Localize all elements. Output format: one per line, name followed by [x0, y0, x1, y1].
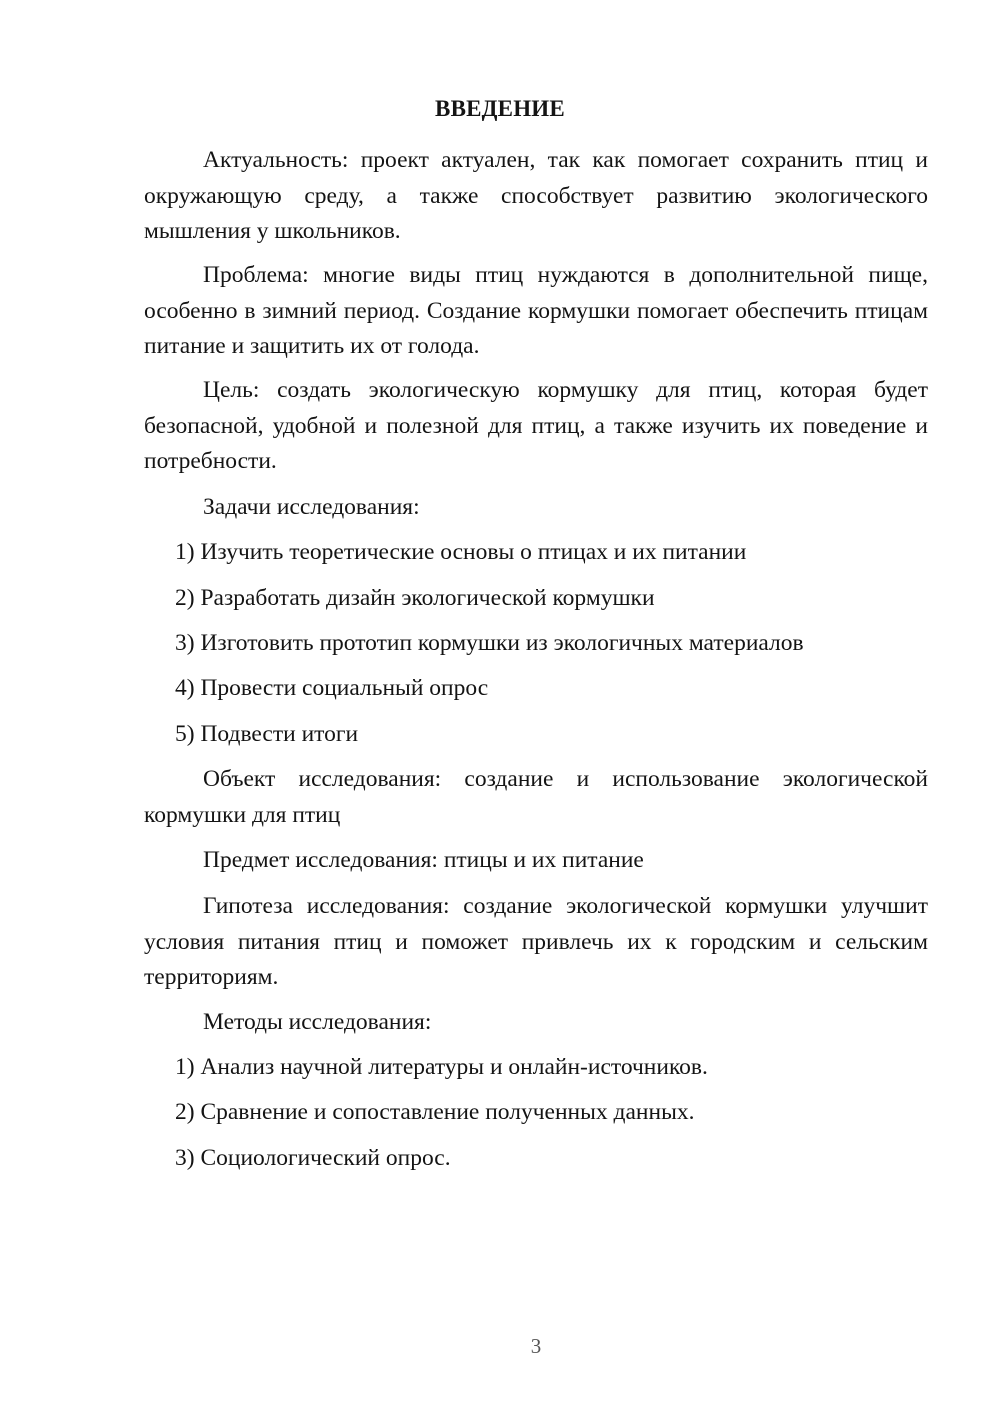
task-item: 4) Провести социальный опрос	[175, 675, 489, 701]
methods-label: Методы исследования:	[203, 1009, 432, 1035]
tasks-label: Задачи исследования:	[203, 494, 420, 520]
relevance-paragraph: Актуальность: проект актуален, так как помогает сохранить птиц и окружающую среду, а также способствует развитию экологического мышления у школьников.	[144, 147, 928, 244]
task-item: 2) Разработать дизайн экологической кормушки	[175, 585, 655, 611]
page-title: ВВЕДЕНИЕ	[435, 96, 565, 121]
goal-paragraph: Цель: создать экологическую кормушку для птиц, которая будет безопасной, удобной и полезной для птиц, а также изучить их поведение и потребности.	[144, 377, 928, 474]
hypothesis-paragraph: Гипотеза исследования: создание экологической кормушки улучшит условия питания птиц и поможет привлечь их к городским и сельским территориям.	[144, 893, 928, 990]
subject-line: Предмет исследования: птицы и их питание	[203, 847, 644, 873]
page-number: 3	[530, 1334, 542, 1358]
task-item: 5) Подвести итоги	[175, 721, 359, 747]
task-item: 3) Изготовить прототип кормушки из экологичных материалов	[175, 630, 804, 656]
method-item: 1) Анализ научной литературы и онлайн-источников.	[175, 1054, 708, 1080]
object-paragraph: Объект исследования: создание и использование экологической кормушки для птиц	[144, 766, 928, 828]
method-item: 2) Сравнение и сопоставление полученных данных.	[175, 1099, 695, 1125]
problem-paragraph: Проблема: многие виды птиц нуждаются в дополнительной пище, особенно в зимний период. Создание кормушки помогает обеспечить птицам питание и защитить их от голода.	[144, 262, 928, 359]
method-item: 3) Социологический опрос.	[175, 1145, 451, 1171]
task-item: 1) Изучить теоретические основы о птицах и их питании	[175, 539, 747, 565]
